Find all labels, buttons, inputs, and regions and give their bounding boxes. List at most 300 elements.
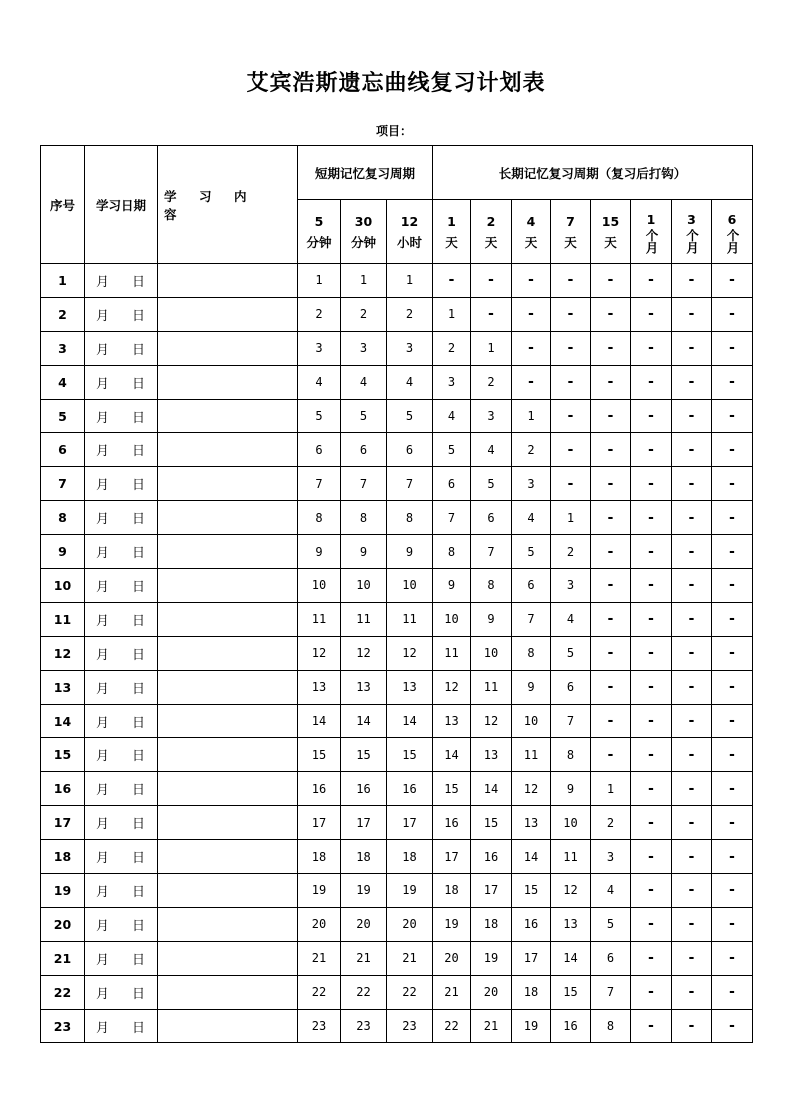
long-term-cell[interactable]: - — [672, 670, 712, 704]
long-term-cell[interactable]: 1 — [471, 331, 512, 365]
study-content-cell[interactable] — [158, 975, 298, 1009]
month-label: 月 — [96, 546, 110, 562]
long-term-cell[interactable]: 19 — [433, 907, 471, 941]
table-row — [41, 874, 753, 908]
long-term-cell[interactable]: - — [591, 670, 631, 704]
study-content-cell[interactable] — [158, 840, 298, 874]
table-row — [41, 738, 753, 772]
long-term-cell[interactable]: 8 — [591, 1009, 631, 1043]
row-seq: 11 — [41, 602, 85, 636]
long-term-cell[interactable]: 6 — [551, 670, 591, 704]
long-term-cell[interactable]: 17 — [471, 874, 512, 908]
long-term-cell[interactable]: 7 — [591, 975, 631, 1009]
long-term-cell[interactable]: - — [631, 331, 672, 365]
long-term-cell[interactable]: 14 — [433, 738, 471, 772]
row-seq: 9 — [41, 535, 85, 569]
long-term-cell[interactable]: 2 — [512, 433, 551, 467]
long-term-cell[interactable]: 22 — [433, 1009, 471, 1043]
study-content-cell[interactable] — [158, 907, 298, 941]
long-term-cell[interactable]: - — [672, 602, 712, 636]
study-content-cell[interactable] — [158, 941, 298, 975]
long-term-cell[interactable]: - — [712, 907, 753, 941]
long-term-cell[interactable]: - — [712, 874, 753, 908]
long-term-cell[interactable]: - — [591, 738, 631, 772]
long-term-cell[interactable]: - — [631, 399, 672, 433]
long-term-cell[interactable]: - — [591, 569, 631, 603]
long-term-cell[interactable]: - — [712, 602, 753, 636]
long-term-cell[interactable]: 13 — [471, 738, 512, 772]
long-term-cell[interactable]: 3 — [433, 365, 471, 399]
study-content-cell[interactable] — [158, 636, 298, 670]
long-term-cell[interactable]: 21 — [471, 1009, 512, 1043]
long-term-cell[interactable]: 2 — [433, 331, 471, 365]
long-term-cell[interactable]: 13 — [551, 907, 591, 941]
interval-unit: 个月 — [684, 228, 700, 254]
long-term-cell[interactable]: - — [551, 399, 591, 433]
long-term-cell[interactable]: 15 — [512, 874, 551, 908]
study-date-cell[interactable] — [85, 467, 158, 501]
study-date-cell[interactable] — [85, 636, 158, 670]
long-term-cell[interactable]: 1 — [512, 399, 551, 433]
long-term-cell[interactable]: - — [712, 1009, 753, 1043]
long-term-cell[interactable]: 9 — [551, 772, 591, 806]
long-term-cell[interactable]: - — [631, 501, 672, 535]
long-term-cell[interactable]: 10 — [471, 636, 512, 670]
long-term-cell[interactable]: - — [712, 264, 753, 298]
study-date-cell[interactable] — [85, 772, 158, 806]
header-interval — [591, 200, 631, 264]
long-term-cell[interactable]: - — [672, 501, 712, 535]
short-term-cell: 19 — [298, 874, 341, 908]
long-term-cell[interactable]: - — [631, 772, 672, 806]
day-label: 日 — [132, 647, 146, 663]
table-row — [41, 840, 753, 874]
short-term-cell: 15 — [387, 738, 433, 772]
header-content-char: 容 — [164, 206, 177, 222]
long-term-cell[interactable]: 12 — [512, 772, 551, 806]
long-term-cell[interactable]: - — [712, 670, 753, 704]
header-date: 学习日期 — [85, 146, 158, 264]
long-term-cell[interactable]: 18 — [512, 975, 551, 1009]
study-date-cell[interactable] — [85, 264, 158, 298]
long-term-cell[interactable]: 3 — [551, 569, 591, 603]
long-term-cell[interactable]: 11 — [512, 738, 551, 772]
month-label: 月 — [96, 613, 110, 629]
long-term-cell[interactable]: - — [591, 535, 631, 569]
long-term-cell[interactable]: - — [672, 264, 712, 298]
long-term-cell[interactable]: 8 — [433, 535, 471, 569]
long-term-cell[interactable]: 9 — [433, 569, 471, 603]
long-term-cell[interactable]: - — [712, 433, 753, 467]
interval-number: 4 — [526, 213, 536, 229]
study-content-cell[interactable] — [158, 501, 298, 535]
long-term-cell[interactable]: - — [512, 297, 551, 331]
long-term-cell[interactable]: - — [591, 331, 631, 365]
long-term-cell[interactable]: - — [551, 433, 591, 467]
day-label: 日 — [132, 851, 146, 867]
interval-unit: 个月 — [644, 228, 659, 254]
long-term-cell[interactable]: - — [672, 399, 712, 433]
long-term-cell[interactable]: 14 — [512, 840, 551, 874]
long-term-cell[interactable]: - — [591, 297, 631, 331]
long-term-cell[interactable]: 1 — [433, 297, 471, 331]
long-term-cell[interactable]: - — [631, 535, 672, 569]
study-date-cell[interactable] — [85, 907, 158, 941]
interval-unit: 天 — [524, 234, 538, 250]
long-term-cell[interactable]: 16 — [512, 907, 551, 941]
short-term-cell: 9 — [298, 535, 341, 569]
short-term-cell: 4 — [341, 365, 387, 399]
long-term-cell[interactable]: 1 — [551, 501, 591, 535]
study-date-cell[interactable] — [85, 941, 158, 975]
table-row — [41, 297, 753, 331]
long-term-cell[interactable]: - — [631, 704, 672, 738]
long-term-cell[interactable]: 5 — [471, 467, 512, 501]
long-term-cell[interactable]: - — [591, 399, 631, 433]
long-term-cell[interactable]: 9 — [471, 602, 512, 636]
long-term-cell[interactable]: 17 — [433, 840, 471, 874]
long-term-cell[interactable]: - — [672, 738, 712, 772]
study-date-cell[interactable] — [85, 670, 158, 704]
long-term-cell[interactable]: - — [672, 772, 712, 806]
long-term-cell[interactable]: - — [672, 297, 712, 331]
long-term-cell[interactable]: 14 — [471, 772, 512, 806]
short-term-cell: 18 — [341, 840, 387, 874]
long-term-cell[interactable]: 16 — [551, 1009, 591, 1043]
month-label: 月 — [96, 952, 110, 968]
long-term-cell[interactable]: - — [712, 636, 753, 670]
study-content-cell[interactable] — [158, 772, 298, 806]
header-interval — [631, 200, 672, 264]
long-term-cell[interactable]: - — [712, 501, 753, 535]
interval-number: 12 — [400, 213, 419, 229]
long-term-cell[interactable]: - — [712, 569, 753, 603]
long-term-cell[interactable]: - — [712, 399, 753, 433]
month-label: 月 — [96, 986, 110, 1002]
long-term-cell[interactable]: 9 — [512, 670, 551, 704]
long-term-cell[interactable]: 6 — [512, 569, 551, 603]
short-term-cell: 8 — [387, 501, 433, 535]
interval-unit: 分钟 — [306, 234, 332, 250]
month-label: 月 — [96, 647, 110, 663]
long-term-cell[interactable]: 8 — [512, 636, 551, 670]
long-term-cell[interactable]: - — [631, 840, 672, 874]
long-term-cell[interactable]: - — [631, 738, 672, 772]
long-term-cell[interactable]: 10 — [433, 602, 471, 636]
long-term-cell[interactable]: 2 — [551, 535, 591, 569]
study-content-cell[interactable] — [158, 535, 298, 569]
long-term-cell[interactable]: 15 — [433, 772, 471, 806]
long-term-cell[interactable]: - — [672, 874, 712, 908]
day-label: 日 — [132, 478, 146, 494]
long-term-cell[interactable]: 7 — [471, 535, 512, 569]
row-seq: 16 — [41, 772, 85, 806]
study-date-cell[interactable] — [85, 704, 158, 738]
study-content-cell[interactable] — [158, 874, 298, 908]
study-content-cell[interactable] — [158, 297, 298, 331]
long-term-cell[interactable]: - — [712, 467, 753, 501]
long-term-cell[interactable]: - — [512, 264, 551, 298]
long-term-cell[interactable]: - — [712, 975, 753, 1009]
long-term-cell[interactable]: - — [631, 1009, 672, 1043]
long-term-cell[interactable]: 5 — [433, 433, 471, 467]
short-term-cell: 11 — [387, 602, 433, 636]
study-content-cell[interactable] — [158, 602, 298, 636]
study-content-cell[interactable] — [158, 738, 298, 772]
long-term-cell[interactable]: - — [631, 941, 672, 975]
long-term-cell[interactable]: - — [631, 806, 672, 840]
long-term-cell[interactable]: - — [712, 331, 753, 365]
long-term-cell[interactable]: - — [631, 636, 672, 670]
long-term-cell[interactable]: - — [591, 602, 631, 636]
table-row — [41, 806, 753, 840]
long-term-cell[interactable]: 19 — [471, 941, 512, 975]
month-label: 月 — [96, 715, 110, 731]
study-content-cell[interactable] — [158, 704, 298, 738]
study-date-cell[interactable] — [85, 331, 158, 365]
row-seq: 6 — [41, 433, 85, 467]
study-content-cell[interactable] — [158, 331, 298, 365]
long-term-cell[interactable]: - — [672, 365, 712, 399]
long-term-cell[interactable]: - — [712, 840, 753, 874]
month-label: 月 — [96, 376, 110, 392]
short-term-cell: 5 — [387, 399, 433, 433]
long-term-cell[interactable]: 5 — [512, 535, 551, 569]
short-term-cell: 20 — [387, 907, 433, 941]
day-label: 日 — [132, 308, 146, 324]
study-content-cell[interactable] — [158, 1009, 298, 1043]
row-seq: 14 — [41, 704, 85, 738]
short-term-cell: 22 — [387, 975, 433, 1009]
long-term-cell[interactable]: - — [591, 501, 631, 535]
month-label: 月 — [96, 410, 110, 426]
study-date-cell[interactable] — [85, 399, 158, 433]
long-term-cell[interactable]: - — [631, 297, 672, 331]
long-term-cell[interactable]: 20 — [471, 975, 512, 1009]
month-label: 月 — [96, 274, 110, 290]
long-term-cell[interactable]: - — [512, 331, 551, 365]
page-title: 艾宾浩斯遗忘曲线复习计划表 — [246, 71, 546, 96]
long-term-cell[interactable]: 12 — [433, 670, 471, 704]
long-term-cell[interactable]: 6 — [471, 501, 512, 535]
long-term-cell[interactable]: 12 — [551, 874, 591, 908]
study-content-cell[interactable] — [158, 264, 298, 298]
study-content-cell[interactable] — [158, 670, 298, 704]
long-term-cell[interactable]: - — [591, 433, 631, 467]
long-term-cell[interactable]: - — [631, 365, 672, 399]
long-term-cell[interactable]: 7 — [551, 704, 591, 738]
long-term-cell[interactable]: - — [512, 365, 551, 399]
short-term-cell: 20 — [341, 907, 387, 941]
long-term-cell[interactable]: - — [631, 874, 672, 908]
study-date-cell[interactable] — [85, 840, 158, 874]
long-term-cell[interactable]: - — [672, 331, 712, 365]
study-content-cell[interactable] — [158, 365, 298, 399]
long-term-cell[interactable]: 6 — [591, 941, 631, 975]
long-term-cell[interactable]: 4 — [512, 501, 551, 535]
long-term-cell[interactable]: 7 — [433, 501, 471, 535]
short-term-cell: 21 — [341, 941, 387, 975]
long-term-cell[interactable]: 5 — [591, 907, 631, 941]
long-term-cell[interactable]: 15 — [471, 806, 512, 840]
study-content-cell[interactable] — [158, 433, 298, 467]
long-term-cell[interactable]: 16 — [471, 840, 512, 874]
long-term-cell[interactable]: - — [551, 331, 591, 365]
long-term-cell[interactable]: - — [631, 264, 672, 298]
long-term-cell[interactable]: - — [551, 467, 591, 501]
table-row — [41, 569, 753, 603]
long-term-cell[interactable]: - — [712, 297, 753, 331]
long-term-cell[interactable]: 15 — [551, 975, 591, 1009]
study-content-cell[interactable] — [158, 399, 298, 433]
long-term-cell[interactable]: - — [712, 772, 753, 806]
study-content-cell[interactable] — [158, 569, 298, 603]
study-date-cell[interactable] — [85, 297, 158, 331]
study-date-cell[interactable] — [85, 975, 158, 1009]
long-term-cell[interactable]: 2 — [471, 365, 512, 399]
study-date-cell[interactable] — [85, 874, 158, 908]
long-term-cell[interactable]: 20 — [433, 941, 471, 975]
long-term-cell[interactable]: - — [631, 467, 672, 501]
short-term-cell: 19 — [341, 874, 387, 908]
study-content-cell[interactable] — [158, 806, 298, 840]
long-term-cell[interactable]: 16 — [433, 806, 471, 840]
day-label: 日 — [132, 884, 146, 900]
long-term-cell[interactable]: - — [631, 433, 672, 467]
table-row — [41, 501, 753, 535]
long-term-cell[interactable]: 3 — [471, 399, 512, 433]
long-term-cell[interactable]: - — [672, 840, 712, 874]
long-term-cell[interactable]: 18 — [471, 907, 512, 941]
study-date-cell[interactable] — [85, 738, 158, 772]
long-term-cell[interactable]: 4 — [591, 874, 631, 908]
long-term-cell[interactable]: 11 — [433, 636, 471, 670]
long-term-cell[interactable]: - — [672, 806, 712, 840]
row-seq: 1 — [41, 264, 85, 298]
table-row — [41, 535, 753, 569]
short-term-cell: 2 — [387, 297, 433, 331]
long-term-cell[interactable]: 14 — [551, 941, 591, 975]
header-interval — [433, 200, 471, 264]
study-date-cell[interactable] — [85, 365, 158, 399]
long-term-cell[interactable]: - — [672, 433, 712, 467]
long-term-cell[interactable]: 10 — [551, 806, 591, 840]
long-term-cell[interactable]: - — [591, 636, 631, 670]
day-label: 日 — [132, 1020, 146, 1036]
long-term-cell[interactable]: 4 — [433, 399, 471, 433]
study-date-cell[interactable] — [85, 1009, 158, 1043]
long-term-cell[interactable]: 18 — [433, 874, 471, 908]
interval-number: 3 — [687, 211, 696, 227]
long-term-cell[interactable]: 21 — [433, 975, 471, 1009]
long-term-cell[interactable]: - — [591, 264, 631, 298]
long-term-cell[interactable]: - — [712, 806, 753, 840]
long-term-cell[interactable]: - — [672, 941, 712, 975]
study-content-cell[interactable] — [158, 467, 298, 501]
long-term-cell[interactable]: - — [672, 467, 712, 501]
long-term-cell[interactable]: - — [551, 297, 591, 331]
long-term-cell[interactable]: - — [672, 569, 712, 603]
short-term-cell: 4 — [298, 365, 341, 399]
long-term-cell[interactable]: - — [551, 264, 591, 298]
study-date-cell[interactable] — [85, 501, 158, 535]
header-interval — [672, 200, 712, 264]
long-term-cell[interactable]: - — [712, 365, 753, 399]
long-term-cell[interactable]: - — [631, 602, 672, 636]
long-term-cell[interactable]: - — [591, 704, 631, 738]
long-term-cell[interactable]: - — [672, 1009, 712, 1043]
long-term-cell[interactable]: - — [433, 264, 471, 298]
long-term-cell[interactable]: - — [591, 467, 631, 501]
long-term-cell[interactable]: - — [471, 264, 512, 298]
long-term-cell[interactable]: - — [672, 975, 712, 1009]
long-term-cell[interactable]: - — [551, 365, 591, 399]
long-term-cell[interactable]: - — [631, 670, 672, 704]
long-term-cell[interactable]: - — [672, 535, 712, 569]
study-date-cell[interactable] — [85, 602, 158, 636]
header-seq: 序号 — [41, 146, 85, 264]
long-term-cell[interactable]: - — [631, 907, 672, 941]
short-term-cell: 10 — [387, 569, 433, 603]
long-term-cell[interactable]: - — [712, 941, 753, 975]
long-term-cell[interactable]: 13 — [433, 704, 471, 738]
short-term-cell: 16 — [298, 772, 341, 806]
long-term-cell[interactable]: 19 — [512, 1009, 551, 1043]
study-date-cell[interactable] — [85, 569, 158, 603]
long-term-cell[interactable]: 5 — [551, 636, 591, 670]
study-date-cell[interactable] — [85, 433, 158, 467]
long-term-cell[interactable]: 8 — [471, 569, 512, 603]
study-date-cell[interactable] — [85, 535, 158, 569]
long-term-cell[interactable]: 2 — [591, 806, 631, 840]
long-term-cell[interactable]: - — [712, 535, 753, 569]
long-term-cell[interactable]: 3 — [591, 840, 631, 874]
month-label: 月 — [96, 342, 110, 358]
long-term-cell[interactable]: - — [712, 704, 753, 738]
long-term-cell[interactable]: 3 — [512, 467, 551, 501]
long-term-cell[interactable]: 8 — [551, 738, 591, 772]
long-term-cell[interactable]: - — [672, 636, 712, 670]
long-term-cell[interactable]: 11 — [551, 840, 591, 874]
interval-unit: 分钟 — [350, 234, 376, 250]
long-term-cell[interactable]: 13 — [512, 806, 551, 840]
short-term-cell: 18 — [387, 840, 433, 874]
long-term-cell[interactable]: - — [471, 297, 512, 331]
long-term-cell[interactable]: 17 — [512, 941, 551, 975]
table-row — [41, 331, 753, 365]
short-term-cell: 7 — [387, 467, 433, 501]
long-term-cell[interactable]: - — [631, 975, 672, 1009]
long-term-cell[interactable]: 12 — [471, 704, 512, 738]
long-term-cell[interactable]: 1 — [591, 772, 631, 806]
interval-number: 6 — [727, 211, 737, 227]
long-term-cell[interactable]: - — [672, 704, 712, 738]
long-term-cell[interactable]: - — [591, 365, 631, 399]
long-term-cell[interactable]: 7 — [512, 602, 551, 636]
long-term-cell[interactable]: 11 — [471, 670, 512, 704]
study-date-cell[interactable] — [85, 806, 158, 840]
long-term-cell[interactable]: - — [672, 907, 712, 941]
long-term-cell[interactable]: 6 — [433, 467, 471, 501]
long-term-cell[interactable]: 10 — [512, 704, 551, 738]
row-seq: 20 — [41, 907, 85, 941]
long-term-cell[interactable]: 4 — [551, 602, 591, 636]
long-term-cell[interactable]: 4 — [471, 433, 512, 467]
short-term-cell: 3 — [341, 331, 387, 365]
long-term-cell[interactable]: - — [631, 569, 672, 603]
long-term-cell[interactable]: - — [712, 738, 753, 772]
day-label: 日 — [132, 986, 146, 1002]
